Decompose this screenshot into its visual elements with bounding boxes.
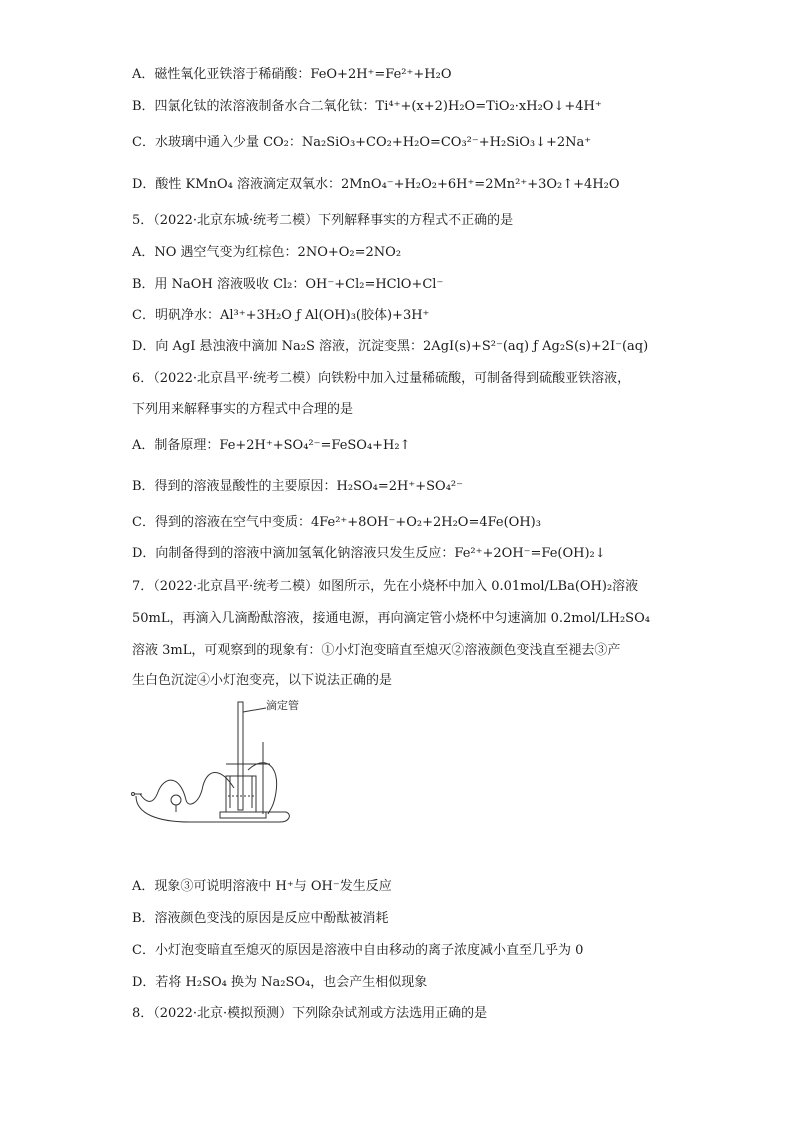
q7-stem-line-4: 生白色沉淀④小灯泡变亮，以下说法正确的是 — [132, 673, 393, 688]
q4-option-d: D．酸性 KMnO₄ 溶液滴定双氧水：2MnO₄⁻+H₂O₂+6H⁺=2Mn²⁺+3O₂↑+4H₂O — [132, 177, 620, 192]
q7-stem-line-1: 7．（2022·北京昌平·统考二模）如图所示，先在小烧杯中加入 0.01mol/LBa(OH)₂溶液 — [132, 579, 639, 594]
q7-stem-line-2: 50mL，再滴入几滴酚酞溶液，接通电源，再向滴定管小烧杯中匀速滴加 0.2mol/LH₂SO₄ — [132, 611, 650, 626]
q8-stem: 8．（2022·北京·模拟预测）下列除杂试剂或方法选用正确的是 — [132, 1006, 488, 1021]
q6-option-a: A．制备原理：Fe+2H⁺+SO₄²⁻=FeSO₄+H₂↑ — [132, 438, 411, 453]
q5-option-d: D．向 AgI 悬浊液中滴加 Na₂S 溶液，沉淀变黑：2AgI(s)+S²⁻(aq) ƒ Ag₂S(s)+2I⁻(aq) — [132, 339, 649, 354]
base-platform — [220, 812, 266, 818]
q7-option-b: B．溶液颜色变浅的原因是反应中酚酞被消耗 — [132, 911, 389, 926]
q7-option-a: A．现象③可说明溶液中 H⁺与 OH⁻发生反应 — [132, 879, 392, 894]
titration-apparatus-diagram — [130, 696, 330, 840]
q7-option-d: D．若将 H₂SO₄ 换为 Na₂SO₄，也会产生相似现象 — [132, 975, 428, 990]
q7-option-c: C．小灯泡变暗直至熄灭的原因是溶液中自由移动的离子浓度减小直至几乎为 0 — [132, 943, 584, 958]
q4-option-a: A．磁性氧化亚铁溶于稀硝酸：FeO+2H⁺=Fe²⁺+H₂O — [132, 67, 452, 82]
burette-tube — [238, 702, 243, 810]
burette-label: 滴定管 — [266, 699, 299, 712]
q6-option-c: C．得到的溶液在空气中变质：4Fe²⁺+8OH⁻+O₂+2H₂O=4Fe(OH)₃ — [132, 515, 541, 530]
q6-stem-line-2: 下列用来解释事实的方程式中合理的是 — [132, 402, 354, 417]
q5-stem: 5．（2022·北京东城·统考二模）下列解释事实的方程式不正确的是 — [132, 213, 514, 228]
q4-option-b: B．四氯化钛的浓溶液制备水合二氧化钛：Ti⁴⁺+(x+2)H₂O=TiO₂·xH₂O↓+4H⁺ — [132, 99, 602, 114]
q5-option-a: A．NO 遇空气变为红棕色：2NO+O₂=2NO₂ — [132, 245, 402, 260]
circuit-wire-left — [140, 772, 234, 804]
q5-option-b: B．用 NaOH 溶液吸收 Cl₂：OH⁻+Cl₂=HClO+Cl⁻ — [132, 277, 444, 292]
q6-option-d: D．向制备得到的溶液中滴加氢氧化钠溶液只发生反应：Fe²⁺+2OH⁻=Fe(OH)₂↓ — [132, 546, 606, 561]
q7-stem-line-3: 溶液 3mL，可观察到的现象有：①小灯泡变暗直至熄灭②溶液颜色变浅直至褪去③产 — [132, 643, 621, 658]
burette-label-leader — [243, 708, 266, 712]
q5-option-c: C．明矾净水：Al³⁺+3H₂O ƒ Al(OH)₃(胶体)+3H⁺ — [132, 308, 430, 323]
q6-option-b: B．得到的溶液显酸性的主要原因：H₂SO₄=2H⁺+SO₄²⁻ — [132, 479, 463, 494]
q4-option-c: C．水玻璃中通入少量 CO₂：Na₂SiO₃+CO₂+H₂O=CO₃²⁻+H₂SiO₃↓+2Na⁺ — [132, 135, 592, 150]
q6-stem-line-1: 6．（2022·北京昌平·统考二模）向铁粉中加入过量稀硫酸，可制备得到硫酸亚铁溶液， — [132, 371, 631, 386]
light-bulb-icon — [171, 795, 181, 805]
